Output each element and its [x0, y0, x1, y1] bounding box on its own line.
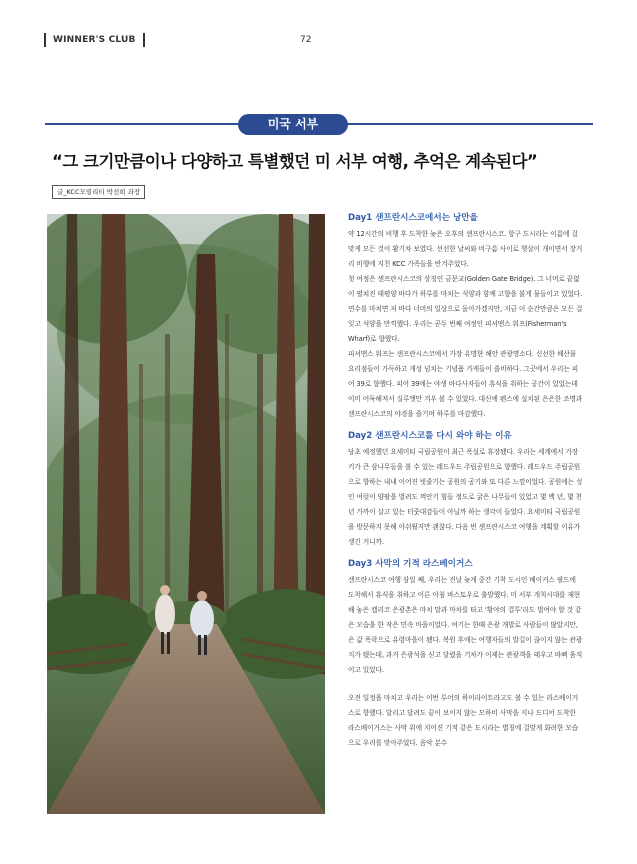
day2-heading: Day2 샌프란시스코를 다시 와야 하는 이유: [348, 431, 512, 441]
day2-paragraph-1: 당초 예정했던 요세미티 국립공원이 최근 폭설로 휴장됐다. 우리는 세계에서 가장 키가 큰 삼나무들을 볼 수 있는 레드우드 주립공원으로 향했다. 레드우드 주립공원으로 향하는 내내 이어진 빗줄기는 공원의 공기와 또 다른 느낌이었다. 공원에는 성인 여럿이 양팔을 벌려도 껴안기 힘들 정도로 굵은 나무들이 있었고 몇 백 년, 몇 천 년 가까이 살고 있는 터줏대감들이 아닐까 하는 생각이 들었다. 요세미티 국립공원을 방문하지 못해 아쉬웠지만 괜찮다. 다음 번 샌프란시스코 여행을 계획할 이유가 생긴 거니까.: [348, 448, 583, 546]
magazine-name: WINNER'S CLUB: [44, 33, 145, 47]
day1-paragraph-3: 피셔맨스 워프는 샌프란시스코에서 가장 유명한 해안 관광명소다. 신선한 해산물 요리점들이 가득하고 개성 넘치는 기념품 가게들이 즐비하다. 그곳에서 우리는 피어 39로 향했다. 피어 39에는 야생 바다사자들이 휴식을 취하는 공간이 있었는데 이미 어둑해져서 실루엣만 겨우 볼 수 있었다. 대신에 펜스에 설치된 은은한 조명과 샌프란시스코의 야경을 즐기며 하루를 마감했다.: [348, 350, 583, 418]
day1-paragraph-1: 약 12시간의 비행 후 도착한 늦은 오후의 샌프란시스코. 항구 도시라는 이름에 걸맞게 모든 것이 활기차 보였다. 선선한 날씨와 비구름 사이로 햇살이 개이면서 장거리 비행에 지친 KCC 가족들을 반겨주었다.: [348, 230, 583, 268]
day1-paragraph-2: 첫 여정은 샌프란시스코의 상징인 금문교(Golden Gate Bridge). 그 너머로 끝없이 펼쳐진 태평양 바다가 하루를 마치는 석양과 함께 고향을 붉게 물들이고 있었다. 연수를 마치면 저 바다 너머의 일상으로 돌아가겠지만, 지금 이 순간만큼은 모든 걸 잊고 석양을 만끽했다. 우리는 곧두 번째 여정인 피셔맨스 워프(Fisherman's Wharf)로 향했다.: [348, 275, 583, 343]
day3-paragraph-2: 오전 일정을 마치고 우리는 이번 투어의 하이라이트라고도 볼 수 있는 라스베이거스로 향했다. 달리고 달려도 끝이 보이지 않는 모하비 사막을 지나 드디어 도착한 라스베이거스는 사막 위에 지어진 기적 같은 도시라는 별칭에 걸맞게 화려한 모습으로 우리를 맞아주었다. 음악 분수: [348, 694, 579, 747]
page-number: 72: [300, 35, 312, 45]
section-tag: 미국 서부: [238, 114, 348, 135]
redwood-forest-photo: [47, 214, 325, 814]
day3-heading: Day3 사막의 기적 라스베이거스: [348, 559, 473, 569]
day3-paragraph-1: 샌프란시스코 여행 삼일 째, 우리는 전날 늦게 중간 기착 도시인 베이커스 필드에 도착해서 휴식을 취하고 이른 아침 바스토우로 출발했다. 미 서부 개척시대를 재현해 놓은 캘리코 은광촌은 마치 말과 마차를 타고 '황야의 결투'라도 벌여야 할 것 같은 모습을 한 작은 민속 마을이었다. 여기는 한때 은광 개발로 사람들이 많았지만, 은 값 폭락으로 유령마을이 됐다. 복원 후에는 여행자들의 발길이 끊이지 않는 관광지가 됐는데, 과거 은광석을 싣고 달렸을 기차가 이제는 관광객을 태우고 바삐 움직이고 있었다.: [348, 576, 583, 674]
article-body: [348, 212, 584, 751]
article-headline: “그 크기만큼이나 다양하고 특별했던 미 서부 여행, 추억은 계속된다”: [52, 152, 538, 171]
day1-heading: Day1 샌프란시스코에서는 낭만을: [348, 213, 478, 223]
byline: 글_KCC모빌리티 박선희 과장: [52, 185, 145, 199]
